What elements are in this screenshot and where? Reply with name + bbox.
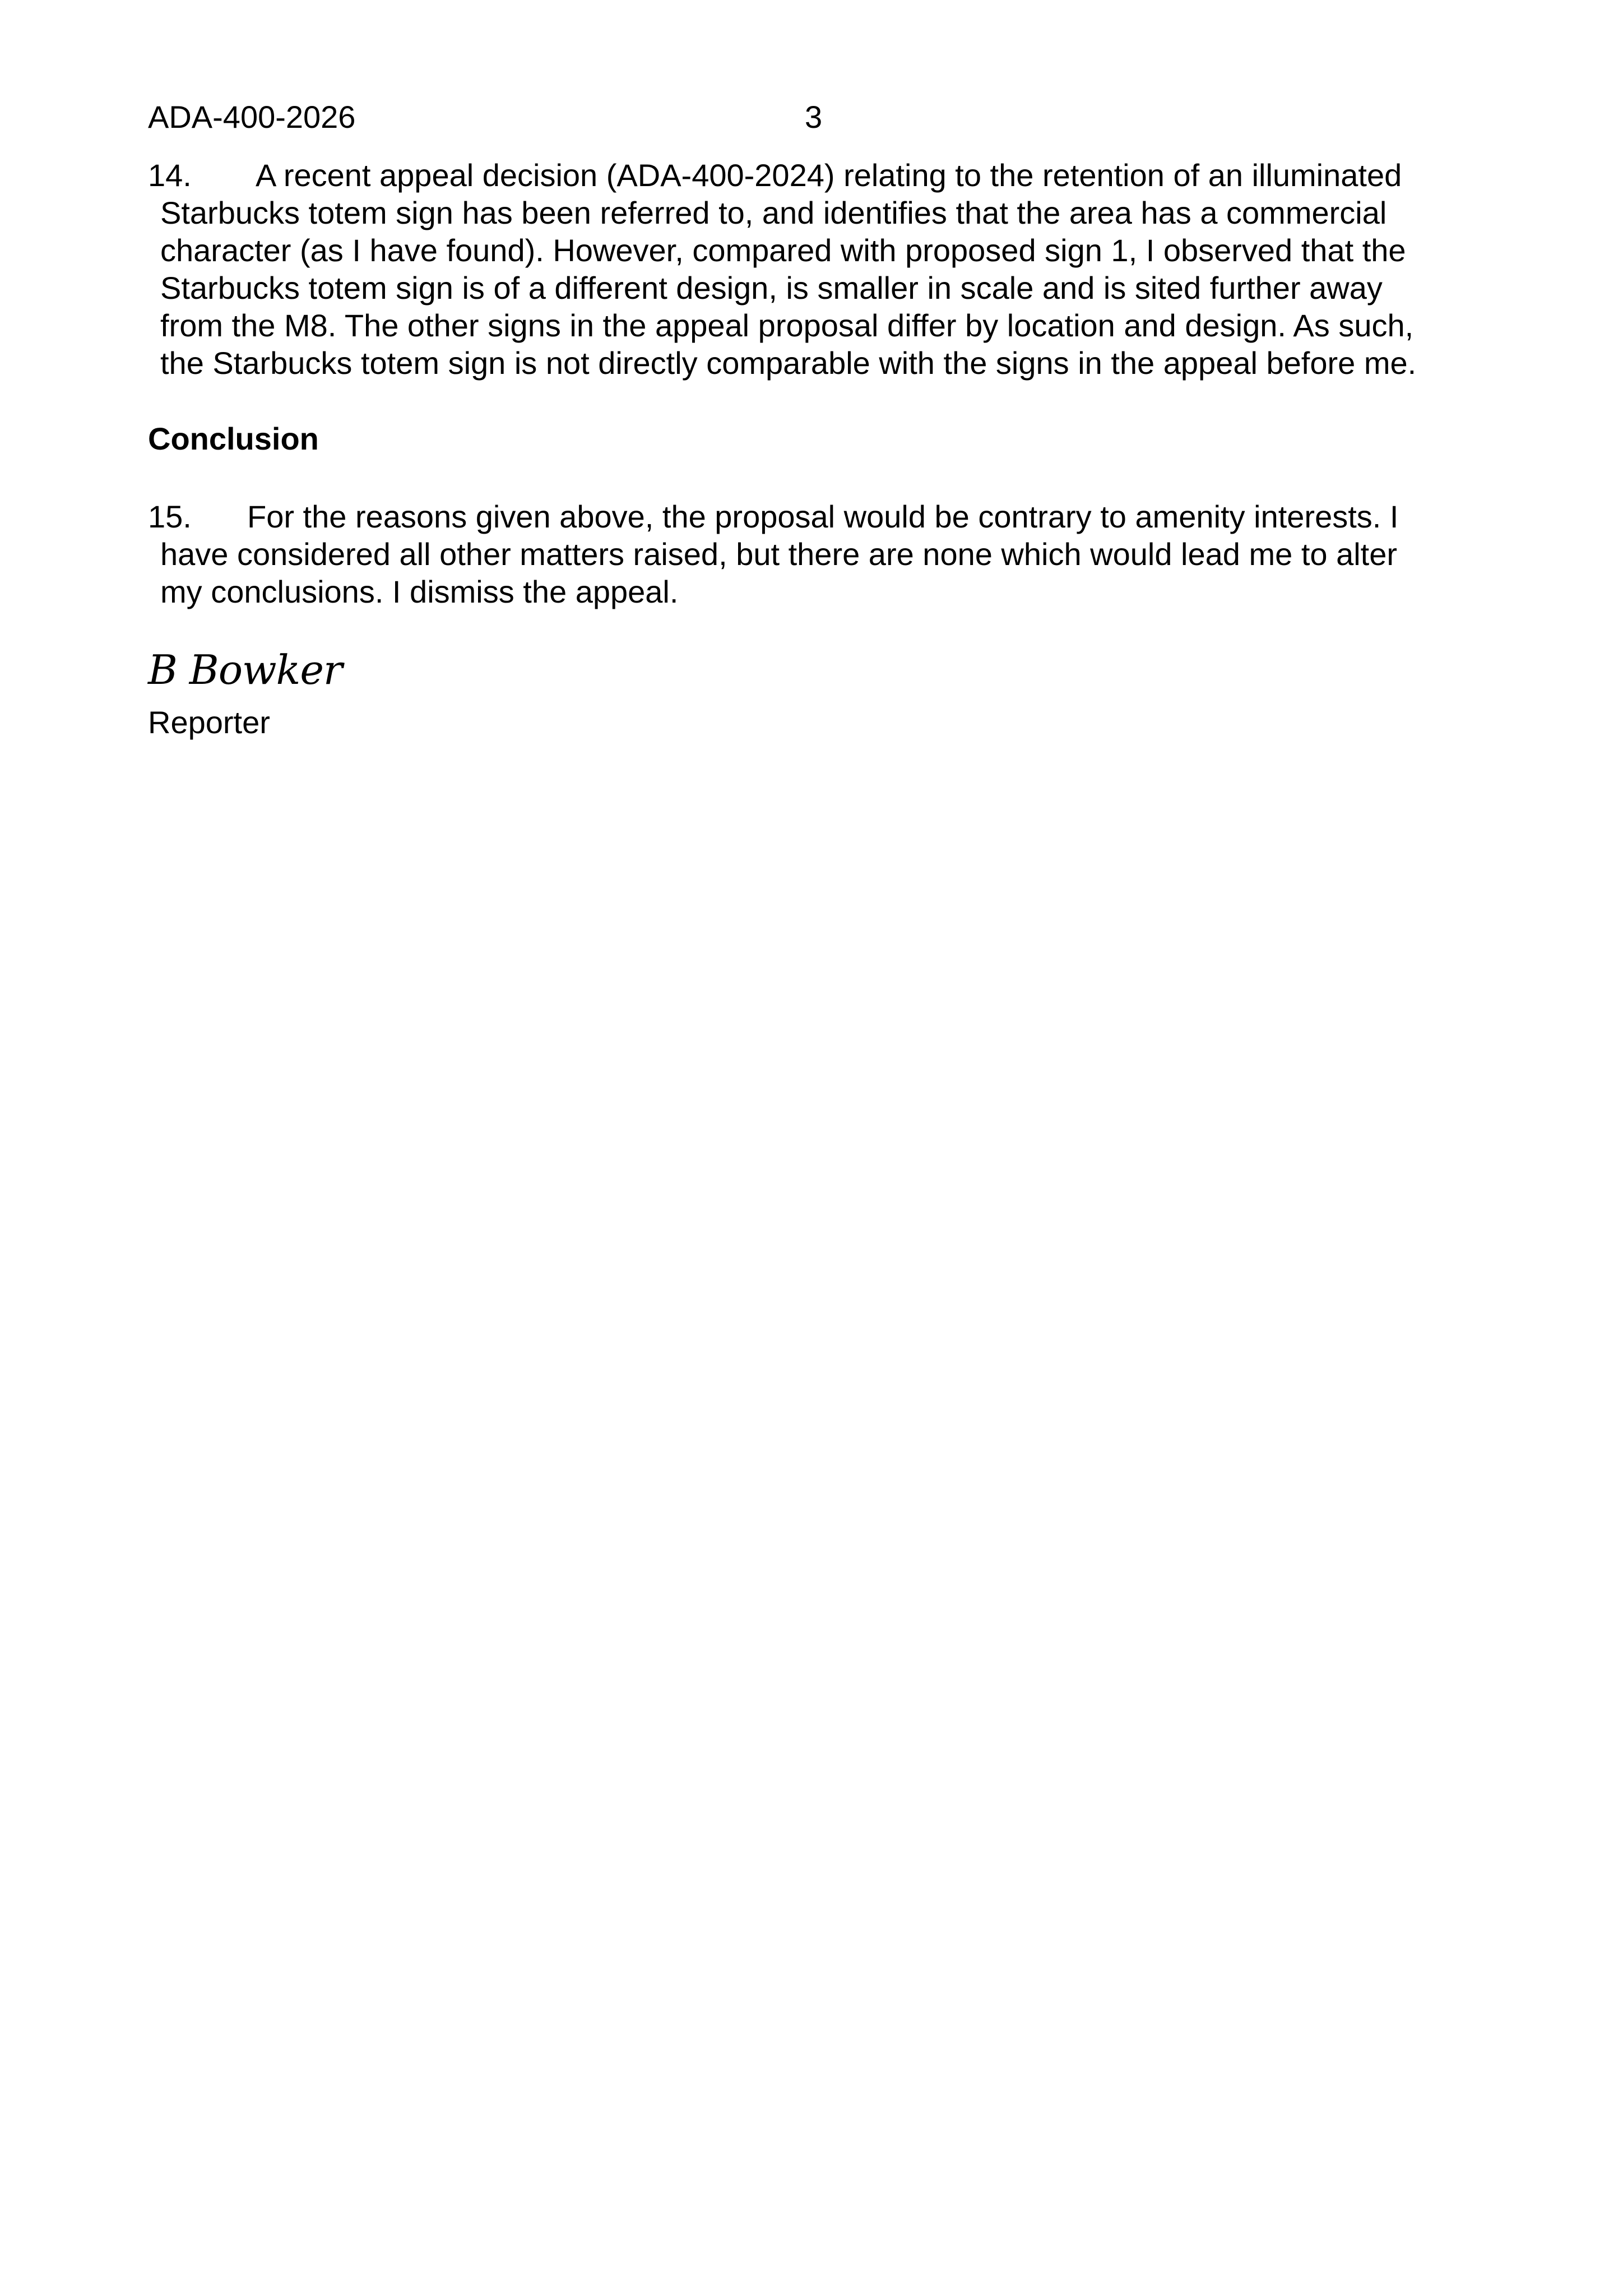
paragraph-number: 15. [148, 499, 192, 534]
paragraph-15 [148, 498, 1398, 610]
case-reference: ADA-400-2026 [148, 99, 356, 135]
paragraph-line: from the M8. The other signs in the appeal proposal differ by location and design. As such, [160, 308, 1414, 343]
paragraph-line [148, 498, 1398, 535]
paragraph-text: A recent appeal decision (ADA-400-2024) relating to the retention of an illuminated [256, 158, 1402, 193]
page-number: 3 [805, 99, 823, 135]
paragraph-line: Starbucks totem sign has been referred to, and identifies that the area has a commercial [160, 195, 1387, 230]
signature: B Bowker [148, 646, 342, 693]
paragraph-line: have considered all other matters raised, but there are none which would lead me to alter [160, 536, 1398, 572]
paragraph-number: 14. [148, 158, 192, 193]
paragraph-line: character (as I have found). However, compared with proposed sign 1, I observed that the [160, 233, 1406, 268]
section-heading: Conclusion [148, 421, 319, 456]
paragraph-line: my conclusions. I dismiss the appeal. [160, 574, 679, 609]
paragraph-text: For the reasons given above, the proposal would be contrary to amenity interests. I [247, 499, 1399, 534]
signatory-role: Reporter [148, 705, 270, 740]
paragraph-line [148, 156, 1416, 194]
paragraph-line: the Starbucks totem sign is not directly comparable with the signs in the appeal before me. [160, 345, 1417, 381]
paragraph-line: Starbucks totem sign is of a different design, is smaller in scale and is sited further away [160, 270, 1383, 305]
paragraph-14 [148, 156, 1416, 382]
